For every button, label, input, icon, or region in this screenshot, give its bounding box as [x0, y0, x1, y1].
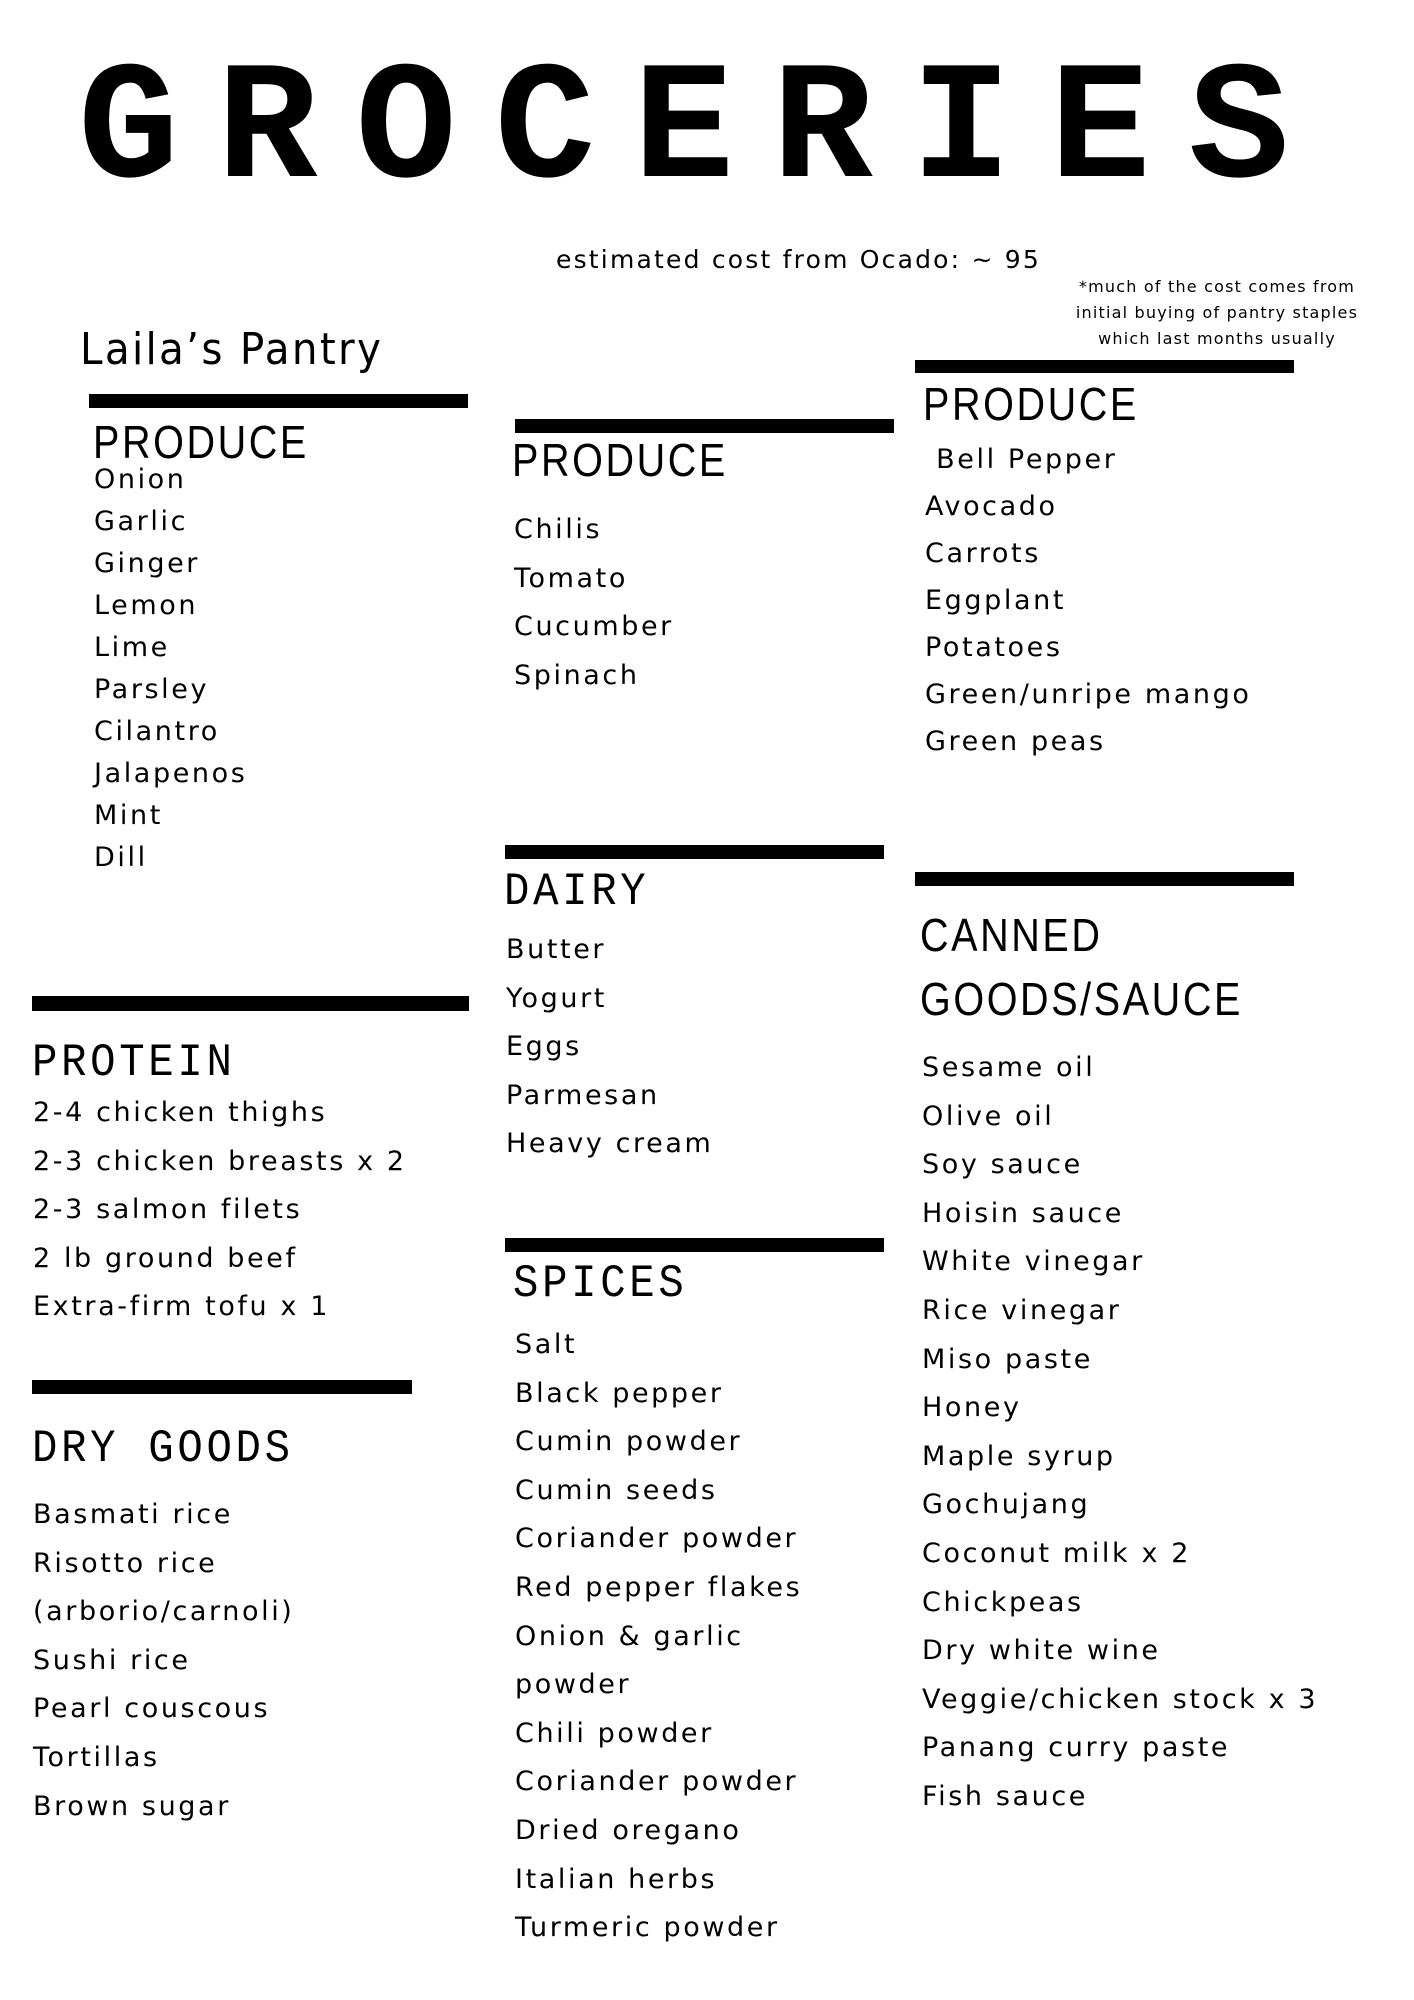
- section-divider: [32, 996, 469, 1011]
- list-item: Hoisin sauce: [922, 1197, 1124, 1229]
- list-item: Butter: [506, 934, 607, 965]
- list-item: Green peas: [925, 726, 1106, 757]
- list-item: Panang curry paste: [922, 1732, 1231, 1764]
- produce-left-list: [94, 459, 247, 879]
- estimated-cost: estimated cost from Ocado: ~ 95: [556, 245, 1041, 274]
- list-item: Dry white wine: [922, 1635, 1161, 1667]
- list-item: Salt: [515, 1329, 578, 1360]
- canned-list: [922, 1044, 1318, 1822]
- list-item: Brown sugar: [33, 1790, 231, 1822]
- list-item: Jalapenos: [94, 758, 248, 789]
- list-item: Turmeric powder: [515, 1912, 780, 1944]
- section-heading-dairy: DAIRY: [504, 866, 650, 918]
- produce-right-list: [925, 436, 1251, 765]
- list-item: Cucumber: [514, 611, 674, 643]
- list-item: Chili powder: [515, 1717, 714, 1749]
- list-item: Carrots: [925, 538, 1041, 569]
- list-item: Olive oil: [922, 1100, 1055, 1132]
- list-item: Cilantro: [94, 716, 220, 747]
- list-item: Dried oregano: [515, 1814, 742, 1846]
- list-item: Mint: [94, 800, 163, 831]
- list-item: Onion & garlic: [515, 1620, 744, 1652]
- section-divider: [505, 845, 884, 859]
- list-item: Italian herbs: [515, 1863, 718, 1895]
- list-item: Green/unripe mango: [925, 679, 1252, 710]
- list-item: Risotto rice: [33, 1547, 218, 1579]
- list-item: Rice vinegar: [922, 1294, 1122, 1326]
- footnote-line: *much of the cost comes from: [1078, 277, 1356, 296]
- cost-footnote: [1072, 274, 1362, 352]
- section-divider: [915, 872, 1294, 886]
- dairy-list: [506, 926, 713, 1169]
- list-item: Chickpeas: [922, 1586, 1084, 1618]
- section-divider: [89, 394, 468, 408]
- list-item: Eggplant: [925, 585, 1067, 616]
- list-item: Ginger: [94, 548, 200, 579]
- list-item: Honey: [922, 1392, 1022, 1424]
- list-item: Bell Pepper: [925, 444, 1118, 475]
- footnote-line: initial buying of pantry staples: [1075, 303, 1359, 322]
- list-item: Basmati rice: [33, 1499, 233, 1530]
- list-item: Lime: [94, 632, 170, 663]
- section-divider: [915, 360, 1294, 373]
- page-title: GROCERIES: [78, 37, 1328, 227]
- list-item: 2-3 salmon filets: [33, 1194, 303, 1226]
- list-item: 2 lb ground beef: [33, 1242, 298, 1274]
- list-item: Spinach: [514, 659, 640, 691]
- section-heading-protein: PROTEIN: [32, 1037, 236, 1089]
- list-item: 2-3 chicken breasts x 2: [33, 1145, 407, 1177]
- section-heading-produce-right: PRODUCE: [923, 378, 1139, 430]
- list-item: Heavy cream: [506, 1128, 714, 1160]
- list-item: (arborio/carnoli): [33, 1596, 295, 1628]
- list-item: Fish sauce: [922, 1780, 1089, 1812]
- list-item: Tortillas: [33, 1741, 160, 1773]
- list-item: Pearl couscous: [33, 1693, 271, 1725]
- list-item: Black pepper: [515, 1377, 724, 1409]
- list-item: Yogurt: [506, 982, 607, 1014]
- section-divider: [505, 1238, 884, 1252]
- list-item: Red pepper flakes: [515, 1571, 803, 1603]
- dry-goods-list: [33, 1491, 294, 1831]
- section-heading-canned-line2: GOODS/SAUCE: [920, 973, 1243, 1025]
- list-item: Coriander powder: [515, 1766, 799, 1798]
- list-item: powder: [515, 1669, 632, 1701]
- list-item: Sesame oil: [922, 1052, 1096, 1083]
- list-item: Gochujang: [922, 1489, 1091, 1521]
- list-item: Maple syrup: [922, 1440, 1116, 1472]
- list-item: Cumin seeds: [515, 1474, 718, 1506]
- list-item: Miso paste: [922, 1343, 1093, 1375]
- section-heading-canned-line1: CANNED: [920, 909, 1103, 961]
- list-item: Tomato: [514, 562, 628, 594]
- footnote-line: which last months usually: [1098, 329, 1336, 348]
- list-item: Coriander powder: [515, 1523, 799, 1555]
- spices-list: [515, 1321, 802, 1953]
- section-heading-spices: SPICES: [513, 1258, 688, 1310]
- list-item: Extra-firm tofu x 1: [33, 1291, 330, 1323]
- pantry-label: Laila’s Pantry: [80, 324, 384, 375]
- list-item: Sushi rice: [33, 1644, 191, 1676]
- section-heading-produce-left: PRODUCE: [93, 416, 309, 468]
- section-divider: [32, 1380, 412, 1394]
- list-item: Garlic: [94, 506, 189, 537]
- section-divider: [515, 419, 894, 433]
- section-heading-produce-middle: PRODUCE: [512, 434, 728, 486]
- list-item: Coconut milk x 2: [922, 1537, 1191, 1569]
- list-item: Potatoes: [925, 632, 1063, 663]
- list-item: Lemon: [94, 590, 199, 621]
- list-item: Chilis: [514, 514, 603, 545]
- list-item: Cumin powder: [515, 1426, 743, 1458]
- list-item: Parmesan: [506, 1079, 660, 1111]
- section-heading-dry-goods: DRY GOODS: [32, 1423, 294, 1475]
- list-item: 2-4 chicken thighs: [33, 1097, 328, 1128]
- list-item: Onion: [94, 464, 187, 495]
- list-item: Dill: [94, 842, 148, 873]
- list-item: Eggs: [506, 1031, 582, 1063]
- list-item: Soy sauce: [922, 1149, 1083, 1181]
- list-item: Veggie/chicken stock x 3: [922, 1683, 1319, 1715]
- list-item: Parsley: [94, 674, 210, 705]
- protein-list: [33, 1089, 407, 1332]
- produce-middle-list: [514, 506, 674, 700]
- list-item: Avocado: [925, 491, 1058, 522]
- list-item: White vinegar: [922, 1246, 1145, 1278]
